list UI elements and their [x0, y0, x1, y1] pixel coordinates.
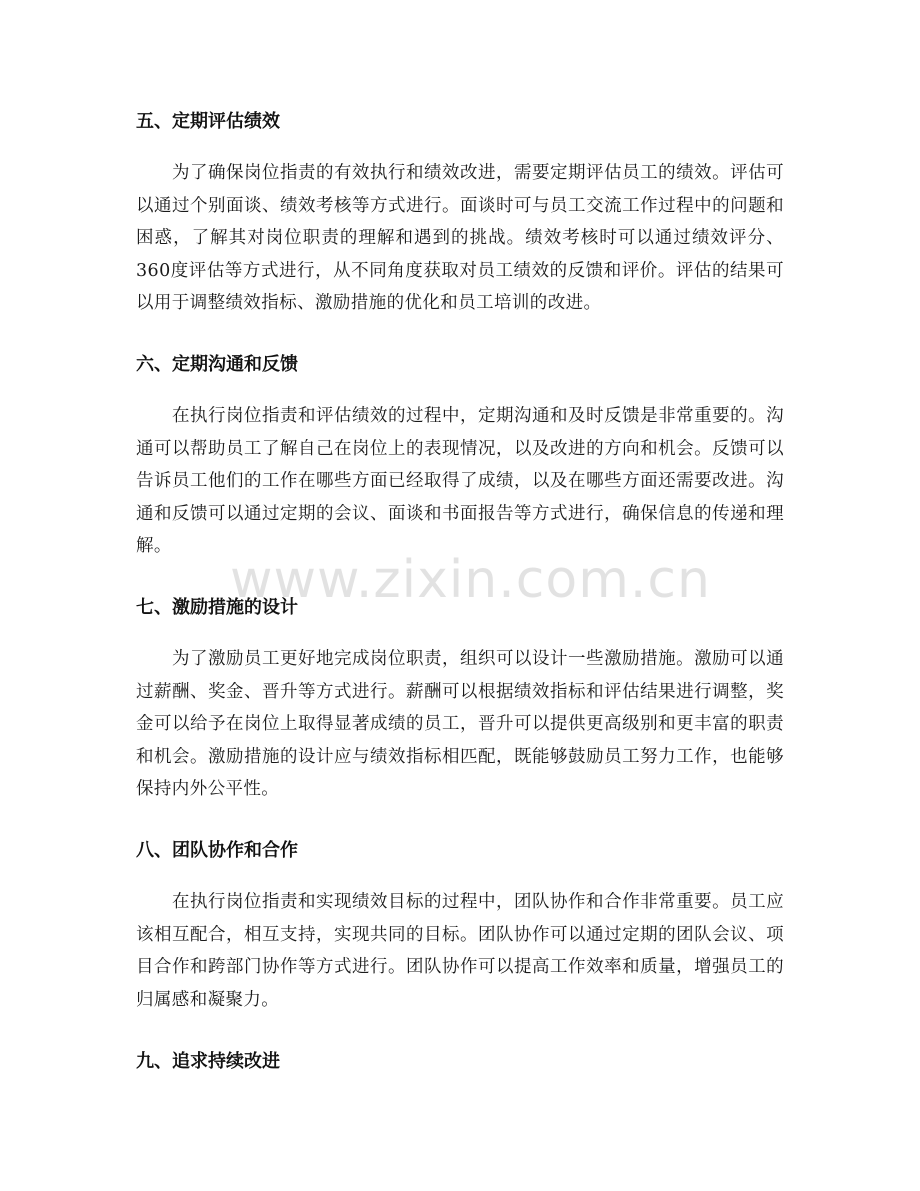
section-heading-5: 五、定期评估绩效 — [136, 111, 280, 132]
section-heading-9: 九、追求持续改进 — [136, 1051, 280, 1072]
section-paragraph-8: 在执行岗位指责和实现绩效目标的过程中，团队协作和合作非常重要。员工应该相互配合，相互支持，实现共同的目标。团队协作可以通过定期的团队会议、项目合作和跨部门协作等方式进行。团队协作可以提高工作效率和质量，增强员工的归属感和凝聚力。 — [136, 892, 784, 1010]
section-heading-8: 八、团队协作和合作 — [136, 840, 298, 861]
section-heading-7: 七、激励措施的设计 — [136, 597, 298, 618]
section-heading-6: 六、定期沟通和反馈 — [136, 354, 298, 375]
section-paragraph-6: 在执行岗位指责和评估绩效的过程中，定期沟通和及时反馈是非常重要的。沟通可以帮助员工了解自己在岗位上的表现情况，以及改进的方向和机会。反馈可以告诉员工他们的工作在哪些方面已经取得了成绩，以及在哪些方面还需要改进。沟通和反馈可以通过定期的会议、面谈和书面报告等方式进行，确保信息的传递和理解。 — [136, 406, 784, 557]
section-paragraph-5: 为了确保岗位指责的有效执行和绩效改进，需要定期评估员工的绩效。评估可以通过个别面谈、绩效考核等方式进行。面谈时可与员工交流工作过程中的问题和困惑，了解其对岗位职责的理解和遇到的挑战。绩效考核时可以通过绩效评分、360度评估等方式进行，从不同角度获取对员工绩效的反馈和评价。评估的结果可以用于调整绩效指标、激励措施的优化和员工培训的改进。 — [136, 163, 784, 314]
section-paragraph-7: 为了激励员工更好地完成岗位职责，组织可以设计一些激励措施。激励可以通过薪酬、奖金、晋升等方式进行。薪酬可以根据绩效指标和评估结果进行调整，奖金可以给予在岗位上取得显著成绩的员工，晋升可以提供更高级别和更丰富的职责和机会。激励措施的设计应与绩效指标相匹配，既能够鼓励员工努力工作，也能够保持内外公平性。 — [136, 649, 784, 800]
watermark: www.zixin.com.cn — [230, 550, 711, 610]
